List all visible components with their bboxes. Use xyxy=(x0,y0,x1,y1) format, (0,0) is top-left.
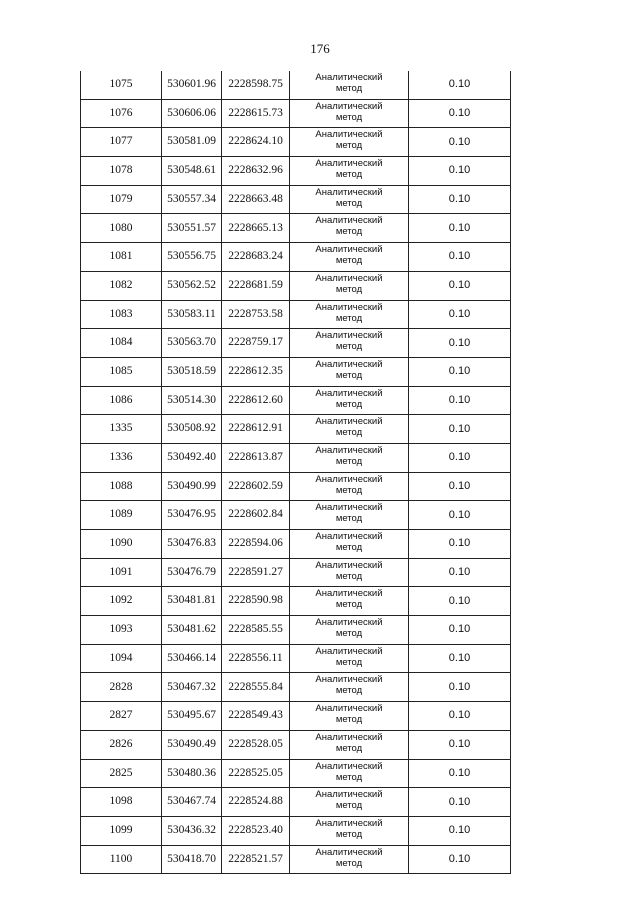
y-coordinate-cell: 2228759.17 xyxy=(222,329,290,358)
table-row xyxy=(81,845,511,874)
point-number-cell: 1336 xyxy=(81,443,162,472)
point-number-cell: 1083 xyxy=(81,300,162,329)
point-number-cell: 2828 xyxy=(81,673,162,702)
point-number-cell: 2825 xyxy=(81,759,162,788)
x-coordinate-cell: 530492.40 xyxy=(162,443,222,472)
method-label-line2: метод xyxy=(335,628,363,640)
table-row xyxy=(81,558,511,587)
method-label-line1: Аналитический xyxy=(315,72,383,83)
point-number-cell: 1084 xyxy=(81,329,162,358)
method-label-line2: метод xyxy=(335,283,363,295)
method-cell xyxy=(290,185,409,214)
y-coordinate-cell: 2228663.48 xyxy=(222,185,290,214)
table-row xyxy=(81,329,511,358)
method-label-line1: Аналитический xyxy=(315,645,383,657)
method-cell xyxy=(290,816,409,845)
y-coordinate-cell: 2228585.55 xyxy=(222,616,290,645)
y-coordinate-cell: 2228594.06 xyxy=(222,530,290,559)
page-number: 176 xyxy=(310,41,330,56)
table-row xyxy=(81,214,511,243)
method-cell xyxy=(290,214,409,243)
method-label-line1: Аналитический xyxy=(315,272,383,284)
point-number-cell: 1085 xyxy=(81,357,162,386)
method-label-line2: метод xyxy=(335,369,363,381)
x-coordinate-cell: 530508.92 xyxy=(162,415,222,444)
point-number-cell: 1088 xyxy=(81,472,162,501)
table-row xyxy=(81,71,511,99)
precision-cell: 0.10 xyxy=(409,644,511,673)
method-label-line2: метод xyxy=(335,226,363,238)
method-cell xyxy=(290,702,409,731)
method-label-line1: Аналитический xyxy=(315,358,383,370)
x-coordinate-cell: 530601.96 xyxy=(162,71,222,99)
method-label-line2: метод xyxy=(335,255,363,267)
precision-cell: 0.10 xyxy=(409,443,511,472)
point-number-cell: 1094 xyxy=(81,644,162,673)
point-number-cell: 1079 xyxy=(81,185,162,214)
method-label-line2: метод xyxy=(335,542,363,553)
method-label-line1: Аналитический xyxy=(315,789,383,801)
point-number-cell: 1089 xyxy=(81,501,162,530)
table-row xyxy=(81,99,511,128)
method-label-line2: метод xyxy=(335,398,363,410)
method-cell xyxy=(290,329,409,358)
table-row xyxy=(81,616,511,645)
coordinates-table xyxy=(80,71,511,874)
precision-cell: 0.10 xyxy=(409,616,511,645)
y-coordinate-cell: 2228524.88 xyxy=(222,788,290,817)
table-row xyxy=(81,386,511,415)
y-coordinate-cell: 2228602.59 xyxy=(222,472,290,501)
point-number-cell: 2826 xyxy=(81,730,162,759)
y-coordinate-cell: 2228598.75 xyxy=(222,71,290,99)
method-cell xyxy=(290,558,409,587)
method-cell xyxy=(290,357,409,386)
y-coordinate-cell: 2228665.13 xyxy=(222,214,290,243)
table-row xyxy=(81,415,511,444)
precision-cell: 0.10 xyxy=(409,673,511,702)
precision-cell: 0.10 xyxy=(409,243,511,272)
x-coordinate-cell: 530467.32 xyxy=(162,673,222,702)
method-cell xyxy=(290,501,409,530)
y-coordinate-cell: 2228632.96 xyxy=(222,157,290,186)
method-label-line1: Аналитический xyxy=(315,186,383,198)
method-cell xyxy=(290,99,409,128)
x-coordinate-cell: 530490.99 xyxy=(162,472,222,501)
x-coordinate-cell: 530581.09 xyxy=(162,128,222,157)
point-number-cell: 1082 xyxy=(81,271,162,300)
precision-cell: 0.10 xyxy=(409,530,511,559)
y-coordinate-cell: 2228624.10 xyxy=(222,128,290,157)
method-label-line1: Аналитический xyxy=(315,817,383,829)
precision-cell: 0.10 xyxy=(409,128,511,157)
table-row xyxy=(81,443,511,472)
x-coordinate-cell: 530562.52 xyxy=(162,271,222,300)
x-coordinate-cell: 530514.30 xyxy=(162,386,222,415)
x-coordinate-cell: 530476.79 xyxy=(162,558,222,587)
point-number-cell: 1098 xyxy=(81,788,162,817)
precision-cell: 0.10 xyxy=(409,759,511,788)
method-label-line2: метод xyxy=(335,742,363,754)
x-coordinate-cell: 530518.59 xyxy=(162,357,222,386)
method-label-line1: Аналитический xyxy=(315,473,383,485)
point-number-cell: 1080 xyxy=(81,214,162,243)
table-row xyxy=(81,587,511,616)
table-row xyxy=(81,759,511,788)
x-coordinate-cell: 530551.57 xyxy=(162,214,222,243)
x-coordinate-cell: 530476.95 xyxy=(162,501,222,530)
y-coordinate-cell: 2228591.27 xyxy=(222,558,290,587)
method-label-line2: метод xyxy=(335,427,363,439)
y-coordinate-cell: 2228612.60 xyxy=(222,386,290,415)
method-label-line1: Аналитический xyxy=(315,301,383,313)
method-cell xyxy=(290,243,409,272)
precision-cell: 0.10 xyxy=(409,157,511,186)
precision-cell: 0.10 xyxy=(409,845,511,874)
point-number-cell: 1078 xyxy=(81,157,162,186)
x-coordinate-cell: 530436.32 xyxy=(162,816,222,845)
method-label-line1: Аналитический xyxy=(315,559,383,571)
precision-cell: 0.10 xyxy=(409,415,511,444)
y-coordinate-cell: 2228521.57 xyxy=(222,845,290,874)
method-cell xyxy=(290,845,409,874)
y-coordinate-cell: 2228590.98 xyxy=(222,587,290,616)
x-coordinate-cell: 530548.61 xyxy=(162,157,222,186)
precision-cell: 0.10 xyxy=(409,329,511,358)
method-label-line1: Аналитический xyxy=(315,100,383,112)
method-cell xyxy=(290,271,409,300)
table-row xyxy=(81,185,511,214)
point-number-cell: 2827 xyxy=(81,702,162,731)
table-row xyxy=(81,644,511,673)
method-cell xyxy=(290,443,409,472)
x-coordinate-cell: 530495.67 xyxy=(162,702,222,731)
method-cell xyxy=(290,644,409,673)
method-cell xyxy=(290,587,409,616)
table-row xyxy=(81,128,511,157)
table-row xyxy=(81,530,511,559)
y-coordinate-cell: 2228612.91 xyxy=(222,415,290,444)
method-label-line1: Аналитический xyxy=(315,760,383,772)
point-number-cell: 1093 xyxy=(81,616,162,645)
method-cell xyxy=(290,616,409,645)
method-label-line1: Аналитический xyxy=(315,129,383,141)
method-cell xyxy=(290,788,409,817)
coordinates-table-body xyxy=(81,71,511,874)
method-label-line1: Аналитический xyxy=(315,158,383,170)
point-number-cell: 1091 xyxy=(81,558,162,587)
y-coordinate-cell: 2228612.35 xyxy=(222,357,290,386)
y-coordinate-cell: 2228556.11 xyxy=(222,644,290,673)
precision-cell: 0.10 xyxy=(409,214,511,243)
table-row xyxy=(81,243,511,272)
method-label-line2: метод xyxy=(335,599,363,611)
table-row xyxy=(81,501,511,530)
y-coordinate-cell: 2228681.59 xyxy=(222,271,290,300)
method-label-line1: Аналитический xyxy=(315,215,383,227)
x-coordinate-cell: 530606.06 xyxy=(162,99,222,128)
method-label-line1: Аналитический xyxy=(315,617,383,629)
precision-cell: 0.10 xyxy=(409,788,511,817)
point-number-cell: 1077 xyxy=(81,128,162,157)
x-coordinate-cell: 530557.34 xyxy=(162,185,222,214)
method-label-line2: метод xyxy=(335,341,363,353)
method-label-line2: метод xyxy=(335,857,363,869)
x-coordinate-cell: 530466.14 xyxy=(162,644,222,673)
point-number-cell: 1099 xyxy=(81,816,162,845)
method-label-line2: метод xyxy=(335,800,363,812)
method-cell xyxy=(290,386,409,415)
y-coordinate-cell: 2228683.24 xyxy=(222,243,290,272)
table-row xyxy=(81,472,511,501)
precision-cell: 0.10 xyxy=(409,99,511,128)
method-label-line2: метод xyxy=(335,83,363,94)
method-label-line2: метод xyxy=(335,312,363,324)
y-coordinate-cell: 2228523.40 xyxy=(222,816,290,845)
point-number-cell: 1335 xyxy=(81,415,162,444)
method-cell xyxy=(290,530,409,559)
x-coordinate-cell: 530563.70 xyxy=(162,329,222,358)
precision-cell: 0.10 xyxy=(409,501,511,530)
y-coordinate-cell: 2228549.43 xyxy=(222,702,290,731)
y-coordinate-cell: 2228525.05 xyxy=(222,759,290,788)
precision-cell: 0.10 xyxy=(409,357,511,386)
point-number-cell: 1081 xyxy=(81,243,162,272)
method-label-line2: метод xyxy=(335,714,363,726)
precision-cell: 0.10 xyxy=(409,472,511,501)
y-coordinate-cell: 2228528.05 xyxy=(222,730,290,759)
precision-cell: 0.10 xyxy=(409,300,511,329)
method-label-line2: метод xyxy=(335,484,363,496)
method-label-line2: метод xyxy=(335,570,363,582)
precision-cell: 0.10 xyxy=(409,271,511,300)
method-label-line1: Аналитический xyxy=(315,330,383,342)
x-coordinate-cell: 530556.75 xyxy=(162,243,222,272)
x-coordinate-cell: 530481.81 xyxy=(162,587,222,616)
table-row xyxy=(81,816,511,845)
method-label-line2: метод xyxy=(335,140,363,152)
precision-cell: 0.10 xyxy=(409,816,511,845)
method-cell xyxy=(290,300,409,329)
y-coordinate-cell: 2228753.58 xyxy=(222,300,290,329)
table-row xyxy=(81,788,511,817)
point-number-cell: 1090 xyxy=(81,530,162,559)
method-label-line1: Аналитический xyxy=(315,416,383,428)
method-label-line1: Аналитический xyxy=(315,244,383,256)
precision-cell: 0.10 xyxy=(409,71,511,99)
method-label-line1: Аналитический xyxy=(315,846,383,858)
method-label-line1: Аналитический xyxy=(315,703,383,715)
table-row xyxy=(81,300,511,329)
method-cell xyxy=(290,759,409,788)
table-row xyxy=(81,702,511,731)
method-label-line2: метод xyxy=(335,455,363,467)
table-row xyxy=(81,357,511,386)
table-row xyxy=(81,271,511,300)
method-label-line2: метод xyxy=(335,513,363,525)
method-label-line1: Аналитический xyxy=(315,531,383,542)
method-cell xyxy=(290,730,409,759)
x-coordinate-cell: 530418.70 xyxy=(162,845,222,874)
precision-cell: 0.10 xyxy=(409,702,511,731)
method-cell xyxy=(290,415,409,444)
y-coordinate-cell: 2228555.84 xyxy=(222,673,290,702)
precision-cell: 0.10 xyxy=(409,386,511,415)
method-cell xyxy=(290,673,409,702)
point-number-cell: 1075 xyxy=(81,71,162,99)
method-label-line2: метод xyxy=(335,828,363,840)
y-coordinate-cell: 2228615.73 xyxy=(222,99,290,128)
method-cell xyxy=(290,157,409,186)
method-label-line1: Аналитический xyxy=(315,502,383,514)
x-coordinate-cell: 530490.49 xyxy=(162,730,222,759)
method-cell xyxy=(290,71,409,99)
method-label-line2: метод xyxy=(335,771,363,783)
method-label-line2: метод xyxy=(335,111,363,123)
precision-cell: 0.10 xyxy=(409,587,511,616)
table-row xyxy=(81,673,511,702)
precision-cell: 0.10 xyxy=(409,558,511,587)
x-coordinate-cell: 530481.62 xyxy=(162,616,222,645)
method-label-line2: метод xyxy=(335,169,363,181)
precision-cell: 0.10 xyxy=(409,185,511,214)
point-number-cell: 1076 xyxy=(81,99,162,128)
method-cell xyxy=(290,128,409,157)
point-number-cell: 1092 xyxy=(81,587,162,616)
method-label-line1: Аналитический xyxy=(315,588,383,600)
method-label-line2: метод xyxy=(335,685,363,697)
precision-cell: 0.10 xyxy=(409,730,511,759)
point-number-cell: 1086 xyxy=(81,386,162,415)
method-label-line1: Аналитический xyxy=(315,731,383,743)
x-coordinate-cell: 530467.74 xyxy=(162,788,222,817)
method-label-line1: Аналитический xyxy=(315,387,383,399)
y-coordinate-cell: 2228613.87 xyxy=(222,443,290,472)
x-coordinate-cell: 530583.11 xyxy=(162,300,222,329)
method-label-line2: метод xyxy=(335,656,363,668)
x-coordinate-cell: 530480.36 xyxy=(162,759,222,788)
method-label-line1: Аналитический xyxy=(315,674,383,686)
method-label-line1: Аналитический xyxy=(315,444,383,456)
point-number-cell: 1100 xyxy=(81,845,162,874)
table-row xyxy=(81,730,511,759)
method-cell xyxy=(290,472,409,501)
y-coordinate-cell: 2228602.84 xyxy=(222,501,290,530)
table-row xyxy=(81,157,511,186)
x-coordinate-cell: 530476.83 xyxy=(162,530,222,559)
method-label-line2: метод xyxy=(335,197,363,209)
